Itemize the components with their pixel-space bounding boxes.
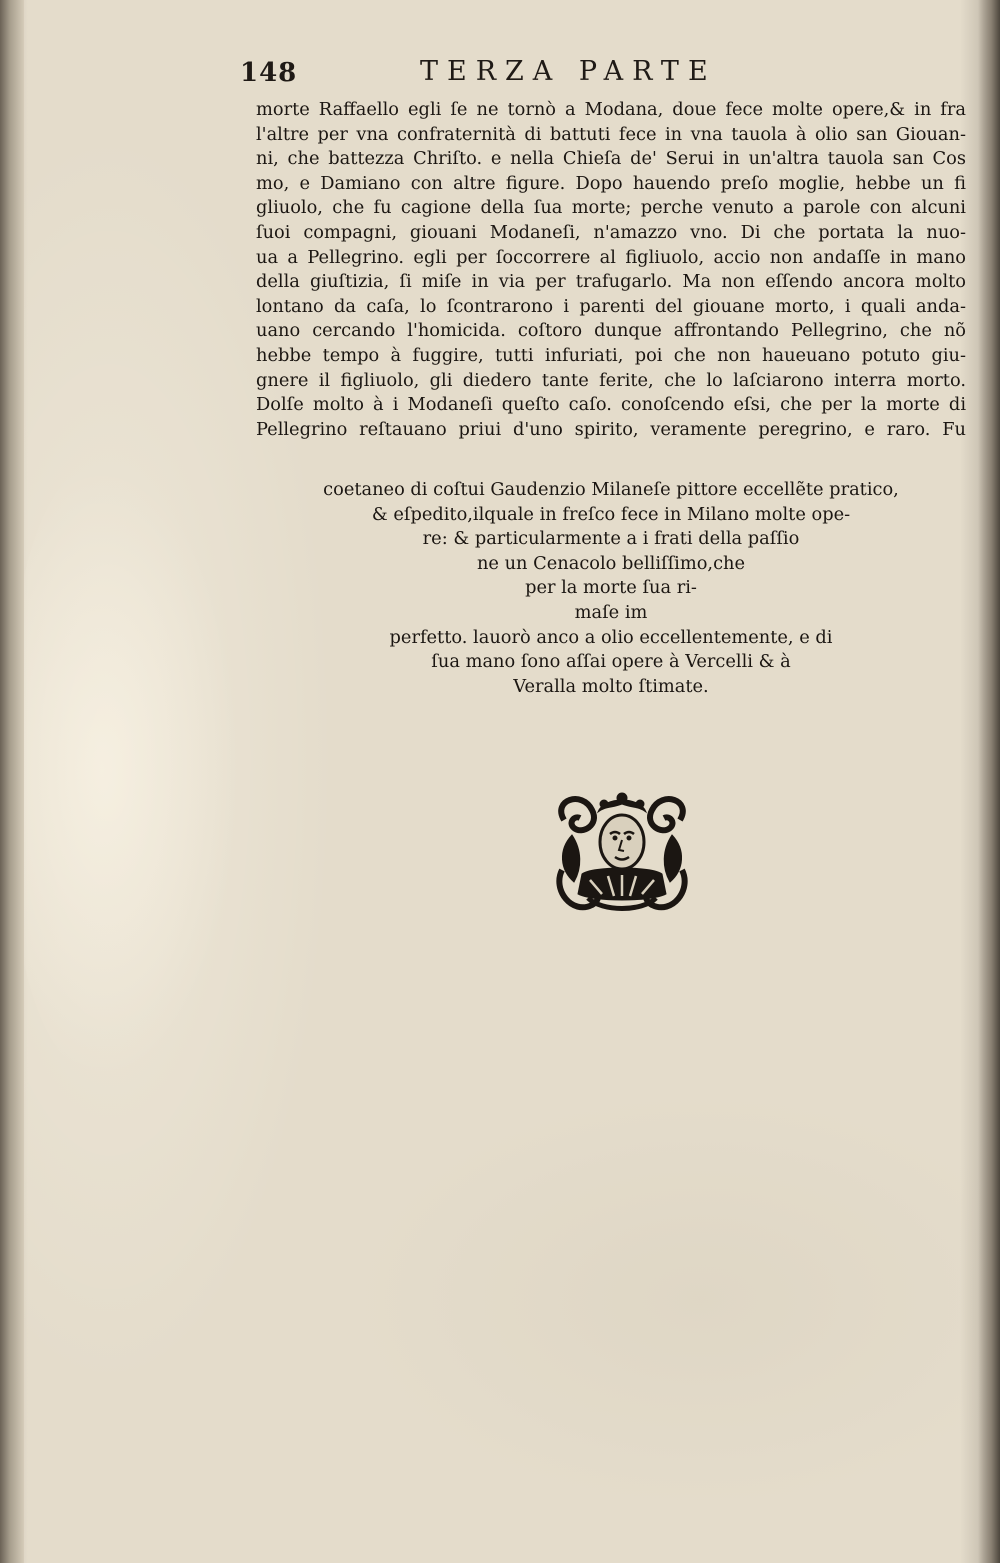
page-header <box>240 58 960 92</box>
running-head: TERZA PARTE <box>420 56 717 87</box>
text-line: della giuſtizia, ſi miſe in via per trafugarlo. Ma non eſſendo ancora molto <box>256 271 966 293</box>
binding-gutter <box>0 0 24 1563</box>
tail-line: per la morte ſua ri- <box>525 577 697 599</box>
text-line: Dolſe molto à i Modaneſi queſto caſo. conoſcendo eſsi, che per la morte di <box>256 394 966 416</box>
tail-line: perfetto. lauorò anco a olio eccellentemente, e di <box>389 626 833 648</box>
text-line: mo, e Damiano con altre figure. Dopo hauendo preſo moglie, hebbe un fi <box>256 172 966 194</box>
woodcut-mask-ornament-icon <box>552 790 692 920</box>
tail-line: maſe im <box>574 601 648 623</box>
text-line: gliuolo, che fu cagione della ſua morte; perche venuto a parole con alcuni <box>256 197 966 219</box>
main-text-block <box>256 98 966 442</box>
tail-line: & eſpedito,ilquale in freſco fece in Milano molte ope- <box>371 503 851 525</box>
text-line: gnere il figliuolo, gli diedero tante ferite, che lo laſciarono interra morto. <box>256 369 966 391</box>
tailpiece-text-block <box>256 478 966 699</box>
tail-line: ne un Cenacolo belliſſimo,che <box>476 552 746 574</box>
page-number: 148 <box>240 58 298 88</box>
tail-line: re: & particularmente a i frati della paſſio <box>422 528 800 550</box>
text-line: uano cercando l'homicida. coſtoro dunque affrontando Pellegrino, che nõ <box>256 320 966 342</box>
page-edge <box>978 0 1000 1563</box>
text-line: hebbe tempo à fuggire, tutti infuriati, poi che non haueuano potuto giu- <box>256 344 966 366</box>
text-line: morte Raffaello egli ſe ne tornò a Modana, doue fece molte opere,& in fra <box>256 99 966 120</box>
tail-line: coetaneo di coſtui Gaudenzio Milaneſe pittore eccellẽte pratico, <box>323 479 899 500</box>
water-stain <box>10 460 240 1080</box>
text-line: l'altre per vna confraternità di battuti fece in vna tauola à olio san Giouan- <box>256 123 966 145</box>
tail-line: Veralla molto ſtimate. <box>513 675 709 697</box>
text-line: ua a Pellegrino. egli per ſoccorrere al figliuolo, accio non andaſſe in mano <box>256 246 966 268</box>
text-line: lontano da caſa, lo ſcontrarono i parenti del giouane morto, i quali anda- <box>256 295 966 317</box>
text-line: Pellegrino reſtauano priui d'uno spirito, veramente peregrino, e raro. Fu <box>256 418 966 440</box>
text-line: ni, che battezza Chriſto. e nella Chieſa de' Serui in un'altra tauola san Cos <box>256 148 966 170</box>
tail-line: ſua mano ſono aſſai opere à Vercelli & à <box>431 651 791 673</box>
text-line: ſuoi compagni, giouani Modaneſi, n'amazzo vno. Di che portata la nuo- <box>256 221 966 243</box>
